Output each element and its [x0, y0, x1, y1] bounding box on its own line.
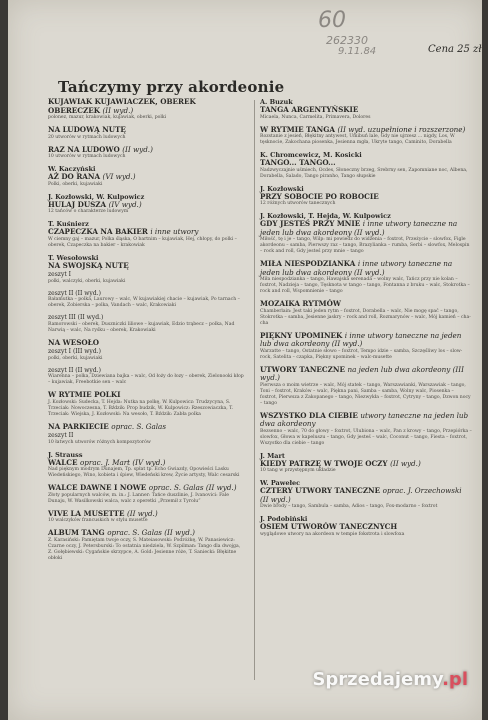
entry-contents: 12 tańców o charakterze ludowym	[48, 209, 129, 214]
entry-author: A. Buzuk	[260, 98, 293, 106]
entry-volume: zeszyt I	[48, 271, 72, 278]
entry-contents: Ramorowski – oberek, Duszniczki liliowe – kujawiak, Edzio trąbecz – polka, Nad Narwią – walc, Na ryśku – oberek, Krakowiaki	[48, 321, 235, 333]
entry-title-text: WALCE DAWNE I NOWE	[48, 483, 147, 492]
entry-title	[260, 106, 472, 115]
entry-volume: zeszyt I (III wyd.)	[48, 348, 101, 355]
entry-title-text: TANGO... TANGO...	[260, 158, 336, 167]
entry-title	[48, 98, 244, 115]
entry-title-text: UTWORY TANECZNE	[260, 364, 345, 374]
entry-volume: zeszyt III (II wyd.)	[48, 314, 104, 321]
entry-title-text: PRZY SOBOCIE PO ROBOCIE	[260, 191, 379, 201]
entry-edition: oprac. S. Galas	[111, 421, 167, 431]
entry-title-text: TANGA ARGENTYŃSKIE	[260, 105, 359, 114]
entry-title	[48, 510, 244, 519]
entry-title-text: ALBUM TANG	[48, 528, 105, 537]
entry-title-text: CZAPECZKA NA BAKIER	[48, 227, 148, 236]
catalog-entry	[260, 332, 472, 361]
entry-edition: (II wyd. uzupełnione i rozszerzone)	[337, 124, 466, 134]
entry-title-text: NA PARKIECIE	[48, 421, 109, 431]
catalog-entry	[48, 165, 244, 188]
entry-title	[260, 460, 472, 469]
entry-title	[260, 260, 472, 277]
entry-edition: oprac. J. Orzechowski (II wyd.)	[260, 486, 462, 504]
entry-edition: (II wyd.)	[102, 105, 134, 115]
pencil-date: 9.11.84	[338, 46, 377, 57]
entry-title-text: MIŁA NIESPODZIANKA	[260, 259, 356, 268]
entry-edition: (II wyd.)	[126, 508, 158, 518]
entry-author: T. Kuśnierz	[48, 220, 89, 228]
entry-contents: Złoty popularnych walców, m. in.: J. Lanner: Tańce duszlinie, J. Ivanovici: Fale Dunaju, W. Wasilkowski walca, walc z operetki „Przemił z Tyrolu”	[48, 492, 229, 504]
entry-title	[260, 412, 472, 429]
entry-title	[260, 193, 472, 202]
entry-contents: Miłość, tę i je – tango, Wilp: mi powiedz do widzenia – foxtrot, Przeżycie – slowfox, Figle akordeonu – samba, Pierwszy raz – tango, Brazylianka – rumba, Serbi – slowfox, Melospin – rock and roll, Gdy jesteś przy mnie – tango	[260, 237, 470, 254]
entry-contents: Rozstanie z jesień, Błękitny antywest, Umibuń lale, Gdy nie ujrzesz ... nigdy, Los, W tęsknocie, Zakochana piosenka, Jesienna mgła, Ukryte tango, Caminito, Dorabella	[260, 134, 455, 145]
entry-contents: Warzatte – tango, Ostatnie słowo – foxtrot, Tempo idzie – samba, Szczęśliwy los – slow-rock, Satelita – czapka, Piękny upominek – walc-musette	[260, 348, 463, 360]
watermark-logo: Sprzedajemy.pl	[312, 669, 468, 690]
catalog-entry	[48, 254, 244, 285]
entry-edition: (II wyd.)	[122, 144, 153, 154]
entry-contents: 10 walczyków francuskich w stylu musette	[48, 518, 148, 523]
right-catalog-column	[260, 98, 472, 543]
entry-title-text: OSIEM UTWORÓW TANECZNYCH	[260, 522, 398, 531]
catalog-entry	[48, 451, 244, 480]
entry-edition: oprac. S. Galas (II wyd.)	[107, 528, 195, 537]
entry-title	[48, 391, 244, 400]
catalog-entry	[260, 126, 472, 147]
entry-contents: 10 utworów w rytmach ludowych	[48, 154, 126, 159]
entry-author: J. Strauss	[48, 450, 83, 459]
left-catalog-column	[48, 98, 244, 567]
entry-contents: 10 tang w przystępnym układzie	[260, 468, 336, 473]
entry-title	[48, 529, 244, 538]
entry-title	[260, 332, 472, 349]
entry-author: J. Kozłowski, W. Kulpowicz	[48, 192, 145, 201]
entry-author: J. Kozłowski, T. Hejda, W. Kulpowicz	[260, 212, 391, 220]
entry-title-text: MOZAIKA RYTMÓW	[260, 299, 341, 308]
entry-edition: (II wyd.)	[390, 458, 421, 468]
catalog-entry	[48, 146, 244, 161]
catalog-entry	[48, 126, 244, 141]
entry-title-text: W RYTMIE TANGA	[260, 124, 335, 134]
entry-contents: Z. Karasiński: Pamiętam twoje oczy, S. Mateiasowski: Podróżkę, W. Panasiewicz: Czarne oczy, J. Petersburski: To ostatnia niedziela, W. Szpilman: Tango dla dwojga, Z. Gołębiewski: Cygańskie skrzypce, A. Gold: Jesienne róże, T. Saniecki: Błękitne obłoki	[48, 537, 241, 561]
entry-edition: na jeden lub dwa akordeony (III wyd.)	[260, 364, 464, 382]
entry-contents: polki, oberki, kujawiaki	[48, 355, 103, 361]
catalog-entry	[260, 366, 472, 407]
entry-title-text: CZTERY UTWORY TANECZNE	[260, 486, 381, 495]
entry-contents: W ciemny gaj – mazur, Polka śląska, O bartnim – kujawiak, Hej, chłopy, do polki – oberek, Czapeczka na bakier – krakowiak	[48, 236, 237, 248]
entry-title-text: W RYTMIE POLKI	[48, 390, 121, 399]
entry-title	[48, 173, 244, 182]
entry-title-text: GDY JESTEŚ PRZY MNIE	[260, 219, 361, 228]
entry-title	[48, 228, 244, 237]
entry-title	[48, 262, 244, 271]
entry-edition: utwory taneczne na jeden lub dwa akordeony	[260, 410, 469, 428]
page-title: Tańczymy przy akordeonie	[58, 78, 285, 96]
catalog-entry	[260, 412, 472, 447]
catalog-entry	[260, 479, 472, 510]
entry-volume: zeszyt II (II wyd.)	[48, 366, 101, 374]
entry-title	[260, 487, 472, 504]
entry-edition: i inne utwory taneczne na jeden lub dwa akordeony (II wyd.)	[260, 259, 453, 277]
catalog-entry	[48, 290, 244, 310]
catalog-entry	[48, 220, 244, 249]
entry-title	[48, 126, 244, 135]
entry-title	[48, 201, 244, 210]
column-divider	[254, 100, 255, 680]
catalog-entry	[48, 367, 244, 387]
sheet-music-back-cover	[8, 0, 482, 720]
entry-edition: i inne utwory taneczne na jeden lub dwa akordeony (II wyd.)	[260, 219, 458, 237]
entry-title	[48, 423, 244, 432]
entry-edition: i inne utwory	[150, 227, 199, 236]
entry-contents: J. Kozłowski: Sudecka, T. Hejda: Nutka na polkę, W. Kulpowicz: Trudzycyna, S. Trzeciak: Nowoczesna, T. Bździk: Prop budzik, W. Kulpowicz: Rzeszowiaczka, T. Trzeciak: Wiejska, J. Kozłowski: Na wesoło, T. Bździk: Zabła polka	[48, 399, 234, 417]
price-label: Cena 25 zł	[428, 44, 482, 55]
entry-title-text: AŻ DO RANA	[48, 172, 101, 181]
catalog-entry	[48, 98, 244, 121]
catalog-entry	[48, 391, 244, 418]
entry-contents: Miła niespodzianka – tango, Hawajska serenada – wolny walc, Tańcz przy nie kolan – foxtrot, Nadzieja – tango, Tęsknota w tango – tango, Fontanna z bruku – walc, Stokrotka – rock and roll, Wspomnienie – tango	[260, 277, 470, 294]
entry-title-text: PIĘKNY UPOMINEK	[260, 330, 343, 340]
entry-title-text: NA WESOŁO	[48, 337, 100, 347]
entry-title	[260, 300, 472, 309]
entry-volume: zeszyt II (II wyd.)	[48, 289, 101, 297]
entry-contents: Polki, oberki, kujawiaki	[48, 181, 103, 187]
entry-title	[48, 459, 244, 468]
entry-author: W. Kaczyński	[48, 165, 96, 173]
entry-contents: polonez, mazur, krakowiak, kujawiak, oberki, polki	[48, 115, 167, 120]
entry-title-text: NA LUDOWĄ NUTĘ	[48, 125, 126, 134]
entry-edition: i inne utwory taneczne na jeden lub dwa akordeony (II wyd.)	[260, 330, 462, 348]
entry-author: K. Chromcewicz, M. Kosicki	[260, 151, 362, 159]
entry-edition: (IV wyd.)	[108, 199, 142, 209]
entry-author: W. Pawełec	[260, 479, 301, 487]
entry-author: J. Kozłowski	[260, 184, 304, 193]
catalog-entry	[48, 193, 244, 216]
entry-title	[260, 159, 472, 168]
entry-contents: Pierwsza o moim wietrze – walc, Mój statek – tango, Warszawianki, Warszawiak – tango, Toni – foxtrot, Kraków – walc, Piękna pani, Samba – samba, Wolny walc, Piosenka – foxtrot, Pierwsza z Zakopanego – tango, Niezwykła – foxtrot, Cytryny – tango, Dzwon nocy – tango	[260, 382, 471, 406]
catalog-entry	[48, 423, 244, 446]
entry-edition: oprac. S. Galas (II wyd.)	[148, 483, 237, 492]
entry-title-text: RAZ NA LUDOWO	[48, 144, 120, 154]
catalog-entry	[260, 212, 472, 255]
catalog-entry	[48, 529, 244, 562]
entry-contents: Nad pięknym modrym Dunajem, Tp. spłat tp. Echo Gwiazdy, Opowieści Lasku Wiedeńskiego, Wino, kobieta i śpiew, Wiedeński krew, Życie artysty, Walc cesarski	[48, 467, 240, 478]
pencil-number: 60	[318, 8, 346, 33]
entry-title-text: NA SWOJSKĄ NUTĘ	[48, 260, 129, 270]
entry-title-text: VIVE LA MUSETTE	[48, 508, 125, 518]
catalog-entry	[260, 98, 472, 121]
catalog-entry	[260, 151, 472, 180]
catalog-entry	[260, 260, 472, 295]
entry-title-text: WALCE	[48, 457, 78, 467]
catalog-entry	[260, 300, 472, 327]
entry-title-text: KUJAWIAK KUJAWIACZEK, OBEREK OBERECZEK	[48, 97, 196, 115]
entry-contents: 12 różnych utworów tanecznych	[260, 201, 336, 206]
entry-title	[260, 220, 472, 237]
entry-volume: zeszyt II	[48, 432, 74, 439]
pencil-code: 262330	[326, 34, 368, 47]
entry-title	[260, 126, 472, 135]
entry-author: J. Mart	[260, 451, 285, 460]
entry-title-text: HULAJ DUSZA	[48, 199, 107, 209]
entry-contents: Bałamutka – polka, Laurowy – walc, W kujawiakiej chacie – kujawiak, Po tarnach – oberek, Zobierska – polka, Vandach – walc, Krakowiaki	[48, 297, 240, 308]
entry-contents: polki, walczyki, oberki, kujawiaki	[48, 278, 126, 284]
entry-title-text: WSZYSTKO DLA CIEBIE	[260, 410, 358, 420]
catalog-entry	[48, 314, 244, 334]
entry-contents: Wiarenna – polka, Dziewiana bajka – walc, Od łoży do łozy – oberek, Zielonooki kłop – kujawiak, Freebotkie sen – walc	[48, 374, 244, 385]
entry-contents: Dwie brody – tango, Sambula – samba, Adios – tango, Fox-modarno – foxtrot	[260, 504, 438, 509]
entry-contents: Chamberlain: Jest taki jeden rytm – foxtrot, Dorabella – walc, Nie mogę spać – tango, Stokrotka – samba, Jesienne jaskry – rock and roll, Rozmarynów – walc, Mój kamień – cha-cha	[260, 308, 471, 326]
entry-author: T. Wesołowski	[48, 253, 99, 262]
catalog-entry	[48, 484, 244, 505]
entry-contents: Bezsenno – walc, 70 do głowy – foxtrot, Ulubiona – walc, Pan z krowy – tango, Przepiórka – slowfox, Głowa w kapeluszu – tango, Gdy jesteś – walc, Coconut – tango, Fiesta – foxtrot, Wszystko dla ciebie – tango	[260, 428, 472, 446]
entry-contents: 10 łatwych utworów różnych kompozytorów	[48, 439, 151, 445]
entry-title	[48, 484, 244, 493]
entry-title	[260, 523, 472, 532]
catalog-entry	[260, 185, 472, 208]
entry-edition: (VI wyd.)	[102, 172, 136, 181]
entry-contents: Micaela, Nunca, Carmelita, Primavera, Dolores	[260, 114, 371, 120]
entry-edition: oprac. J. Mart (IV wyd.)	[79, 457, 166, 467]
entry-contents: Nadzwyczajnie uśmiech, Ocdes, Słoneczny brzeg, Srebrny sen, Zapomniane noc, Albena, Dorabella, Salado, Tango piranho, Tango słupskie	[260, 167, 468, 179]
catalog-entry	[260, 515, 472, 538]
entry-author: J. Podobiński	[260, 515, 308, 523]
entry-title	[260, 366, 472, 383]
entry-contents: 20 utworów w rytmach ludowych	[48, 134, 126, 140]
entry-contents: wyglądowe utwory na akordeon w tempie fokstrota i slowfoxa	[260, 531, 405, 537]
entry-title	[48, 339, 244, 348]
catalog-entry	[48, 339, 244, 362]
catalog-entry	[260, 452, 472, 475]
catalog-entry	[48, 510, 244, 525]
entry-title	[48, 146, 244, 155]
entry-title-text: KIEDY PATRZĘ W TWOJE OCZY	[260, 458, 388, 468]
